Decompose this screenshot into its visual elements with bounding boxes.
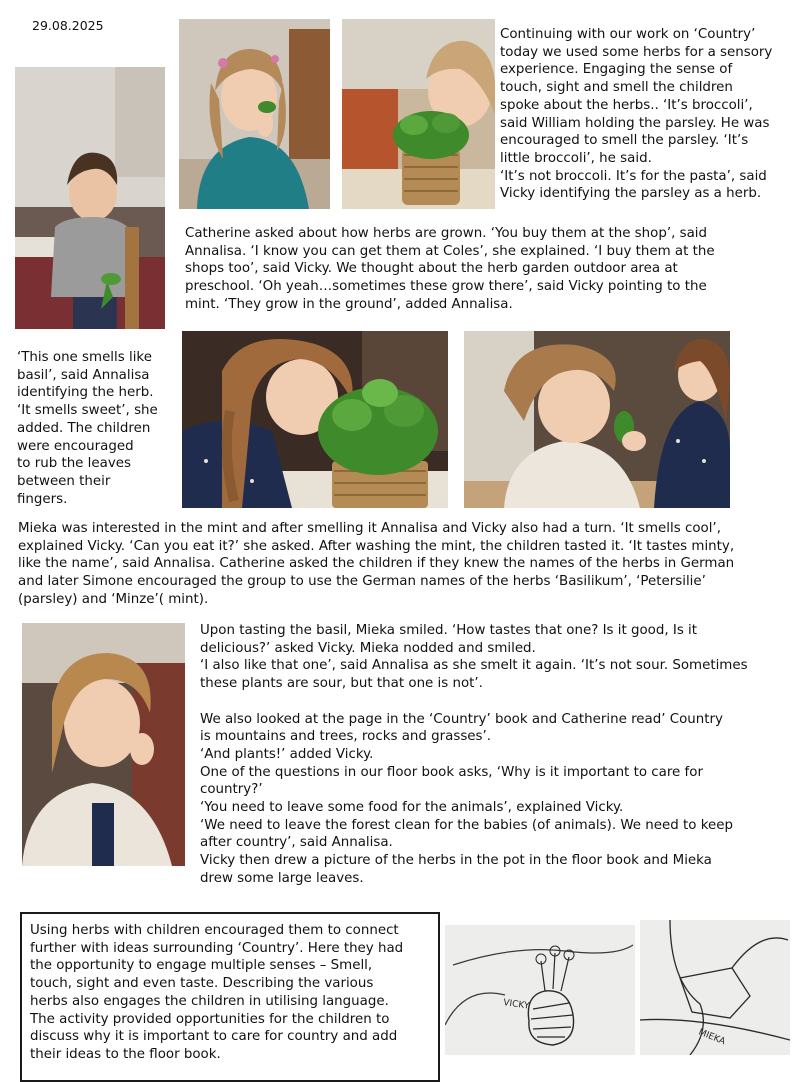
reflection-box <box>20 912 440 1082</box>
photo-mieka-tasting <box>22 623 185 866</box>
photo-girl-basil-pot <box>342 19 495 209</box>
drawing-vicky <box>445 925 635 1055</box>
paragraph-intro: Continuing with our work on ‘Country’ today we used some herbs for a sensory experience. Engaging the sense of touch, sight and smell the children spoke about the herbs.. ‘It’s broccoli’, said William holding the parsley. He was encouraged to smell the parsley. ‘It’s little broccoli’, he said. ‘It’s not broccoli. It’s for the pasta’, said Vicky identifying the parsley as a herb. <box>500 27 773 202</box>
paragraph-basil-smell: ‘This one smells like basil’, said Annalisa identifying the herb. ‘It smells sweet’, she added. The children were encouraged to rub the leaves between their fingers. <box>17 350 158 507</box>
photo-girl-smelling-basil <box>182 331 448 508</box>
date-label: 29.08.2025 <box>32 18 104 33</box>
photo-girl-teal-herb <box>179 19 330 209</box>
paragraph-how-herbs-grow: Catherine asked about how herbs are grown. ‘You buy them at the shop’, said Annalisa. ‘I know you can get them at Coles’, she explained. ‘I buy them at the shops too’, said Vicky. We thought about the herb garden outdoor area at preschool. ‘Oh yeah…sometimes these grow there’, said Vicky pointing to the mint. ‘They grow in the ground’, added Annalisa. <box>185 226 715 312</box>
paragraph-mint: Mieka was interested in the mint and after smelling it Annalisa and Vicky also had a turn. ‘It smells cool’, explained Vicky. ‘Can you eat it?’ she asked. After washing the mint, the children tasted it. ‘It tastes minty, like the name’, said Annalisa. Catherine asked the children if they knew the names of the herbs in German and later Simone encouraged the group to use the German names of the herbs ‘Basilikum’, ‘Petersilie’ (parsley) and ‘Minze’( mint). <box>18 521 735 607</box>
drawing-mieka <box>640 920 790 1055</box>
paragraph-tasting-and-country: Upon tasting the basil, Mieka smiled. ‘How tastes that one? Is it good, Is it delicious?’ asked Vicky. Mieka nodded and smiled. ‘I also like that one’, said Annalisa as she smelt it again. ‘It’s not sour. Sometimes these plants are sour, but that one is not’. We also looked at the page in the ‘Country’ book and Catherine read’ Country is mountains and trees, rocks and grasses’. ‘And plants!’ added Vicky. One of the questions in our floor book asks, ‘Why is it important to care for country?’ ‘You need to leave some food for the animals’, explained Vicky. ‘We need to leave the forest clean for the babies (of animals). We need to keep after country’, said Annalisa. Vicky then drew a picture of the herbs in the pot in the floor book and Mieka drew some large leaves. <box>200 623 748 886</box>
drawing-label-vicky: VICKY <box>502 998 530 1012</box>
photo-girl-smelling-mint <box>464 331 730 508</box>
photo-william-parsley <box>15 67 165 329</box>
reflection-text: Using herbs with children encouraged them to connect further with ideas surrounding ‘Country’. Here they had the opportunity to engage multiple senses – Smell, touch, sight and even taste. Describing the various herbs also engages the children in utilising language. The activity provided opportunities for the children to discuss why it is important to care for country and add their ideas to the floor book. <box>30 923 404 1062</box>
drawing-label-mieka: MIEKA <box>696 1027 727 1048</box>
